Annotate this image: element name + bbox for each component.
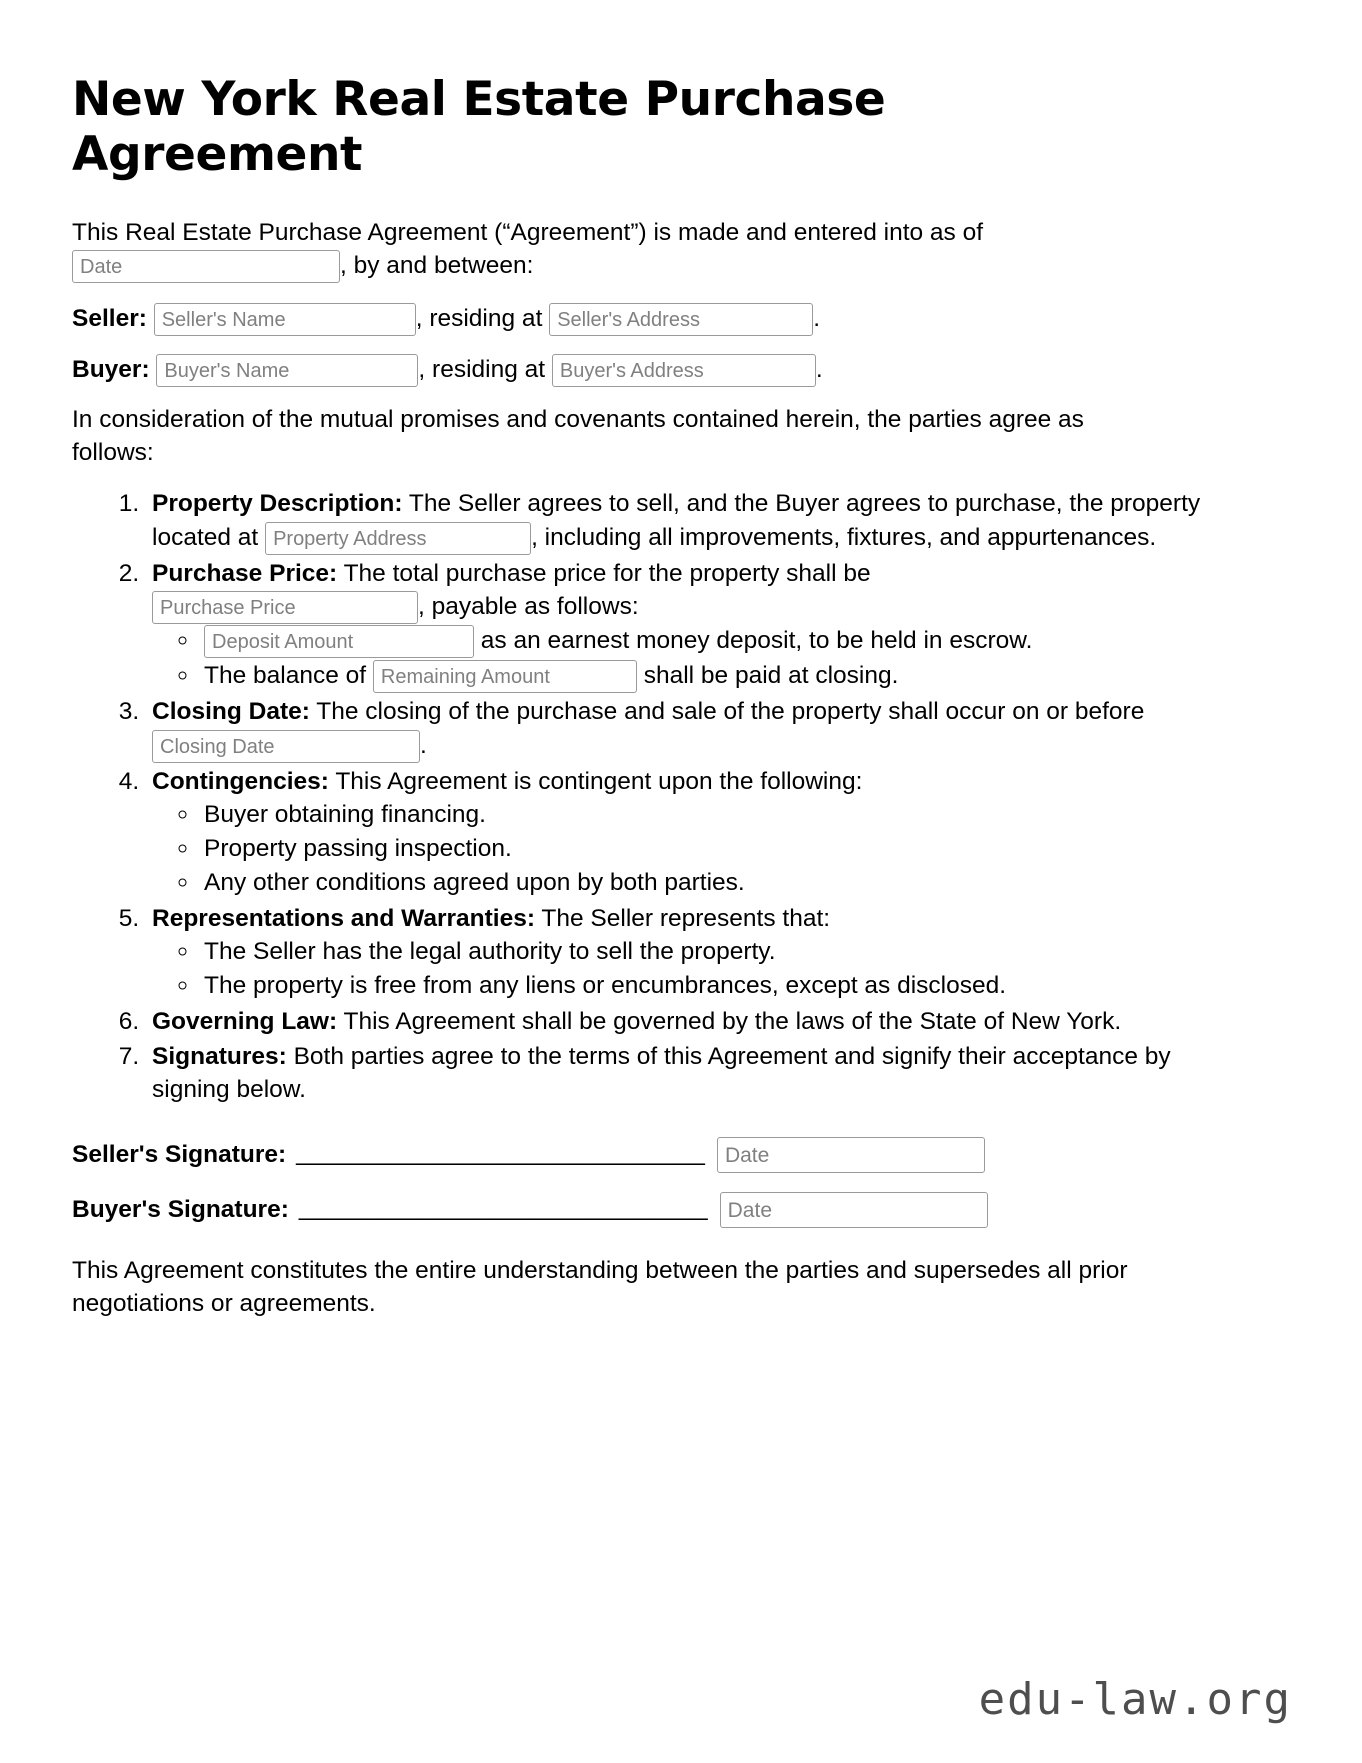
purchase-price-sublist: [152, 624, 1232, 693]
buyer-residing-at-text: , residing at: [418, 356, 546, 384]
intro-paragraph: [72, 216, 1162, 283]
contingencies-sublist: [152, 798, 1232, 900]
term-signatures: [146, 1040, 1232, 1107]
balance-sub-item: [200, 659, 1232, 693]
seller-signature-label: Seller's Signature:: [72, 1140, 287, 1168]
buyer-label: Buyer:: [72, 356, 150, 384]
term-5-text-a: The Seller represents that:: [535, 904, 831, 932]
list-item: ◦ Any other conditions agreed upon by both parties.: [200, 866, 1232, 899]
representations-sublist: [152, 935, 1232, 1003]
term-contingencies: [146, 765, 1232, 900]
term-7-lead: Signatures:: [152, 1043, 287, 1071]
seller-party-row: [72, 301, 1290, 338]
buyer-name-input[interactable]: Buyer's Name: [156, 354, 418, 387]
purchase-price-input[interactable]: Purchase Price: [152, 591, 418, 624]
buyer-signature-row: [72, 1192, 1290, 1228]
term-closing-date: [146, 695, 1232, 762]
seller-period: .: [813, 305, 820, 333]
seller-address-input[interactable]: Seller's Address: [549, 303, 813, 336]
buyer-period: .: [815, 356, 823, 384]
intro-text-after-date: , by and between:: [340, 252, 534, 280]
term-property-description: [146, 487, 1232, 554]
term-purchase-price: [146, 557, 1232, 693]
term-1-text-b: , including all improvements, fixtures, and appurtenances.: [531, 523, 1157, 551]
buyer-signature-line[interactable]: ______________________________: [298, 1193, 708, 1221]
seller-signature-row: [72, 1137, 1290, 1173]
closing-paragraph: This Agreement constitutes the entire understanding between the parties and supersedes all prior negotiations or agreements.: [72, 1256, 1128, 1317]
agreement-date-input[interactable]: Date: [72, 250, 340, 283]
balance-text-before: The balance of: [204, 662, 367, 690]
balance-text-after: shall be paid at closing.: [636, 662, 899, 690]
deposit-amount-input[interactable]: Deposit Amount: [204, 625, 474, 658]
term-2-text-b: , payable as follows:: [418, 593, 639, 621]
list-item: ◦ Buyer obtaining financing.: [200, 798, 1232, 831]
seller-label: Seller:: [72, 305, 147, 333]
closing-date-input[interactable]: Closing Date: [152, 730, 420, 763]
term-5-lead: Representations and Warranties:: [152, 904, 536, 932]
term-3-lead: Closing Date:: [152, 698, 310, 726]
buyer-address-input[interactable]: Buyer's Address: [552, 354, 816, 387]
term-1-lead: Property Description:: [152, 490, 403, 518]
term-representations-warranties: [146, 902, 1232, 1003]
term-3-text-b: .: [420, 731, 427, 759]
term-1-text-a: The Seller agrees to sell, and the Buyer agrees to purchase, the property located at: [152, 490, 1201, 551]
term-2-text-a: The total purchase price for the property shall be: [337, 559, 871, 587]
seller-signature-date-input[interactable]: Date: [717, 1137, 985, 1173]
term-6-text-a: This Agreement shall be governed by the laws of the State of New York.: [337, 1007, 1122, 1035]
seller-name-input[interactable]: Seller's Name: [154, 303, 416, 336]
seller-signature-line[interactable]: ______________________________: [296, 1138, 705, 1166]
page-title: New York Real Estate Purchase Agreement: [72, 72, 886, 182]
deposit-sub-item: [200, 624, 1232, 658]
deposit-text-after: as an earnest money deposit, to be held in escrow.: [474, 627, 1033, 655]
term-3-text-a: The closing of the purchase and sale of the property shall occur on or before: [309, 698, 1145, 726]
term-2-lead: Purchase Price:: [152, 559, 338, 587]
seller-residing-at-text: , residing at: [415, 305, 543, 333]
term-4-text-a: This Agreement is contingent upon the following:: [328, 767, 863, 795]
term-7-text-a: Both parties agree to the terms of this Agreement and signify their acceptance by signing below.: [152, 1043, 1171, 1104]
list-item: ◦ The Seller has the legal authority to sell the property.: [200, 935, 1232, 968]
site-watermark: edu-law.org: [978, 1674, 1292, 1725]
terms-list: [72, 487, 1232, 1106]
buyer-party-row: [72, 352, 1290, 389]
term-6-lead: Governing Law:: [152, 1007, 338, 1035]
remaining-amount-input[interactable]: Remaining Amount: [373, 660, 637, 693]
buyer-signature-label: Buyer's Signature:: [72, 1195, 289, 1223]
list-item: ◦ Property passing inspection.: [200, 832, 1232, 865]
consideration-paragraph: In consideration of the mutual promises and covenants contained herein, the parties agree as follows:: [72, 405, 1084, 467]
buyer-signature-date-input[interactable]: Date: [720, 1192, 988, 1228]
signature-block: [72, 1137, 1290, 1228]
property-address-input[interactable]: Property Address: [265, 522, 531, 555]
intro-text-before-date: This Real Estate Purchase Agreement (“Agreement”) is made and entered into as of: [72, 218, 984, 246]
term-4-lead: Contingencies:: [152, 767, 329, 795]
term-governing-law: [146, 1005, 1232, 1038]
list-item: ◦ The property is free from any liens or encumbrances, except as disclosed.: [200, 969, 1232, 1002]
